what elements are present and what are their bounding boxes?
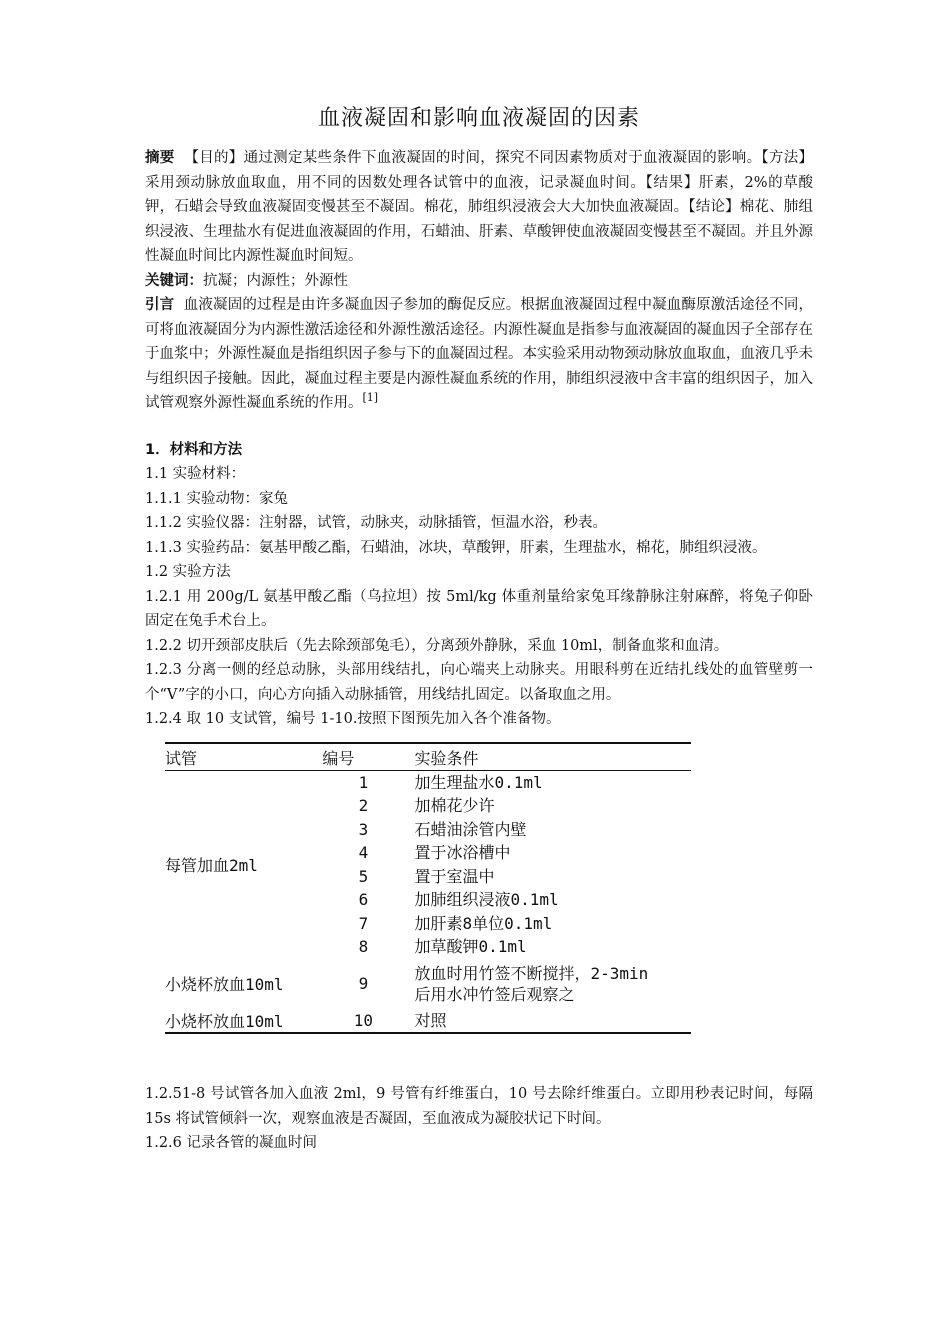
condition-line: 放血时用竹签不断搅拌，2-3min [414,963,649,983]
experiment-table-wrapper [165,742,691,1035]
method-line: 1.2.3 分离一侧的经总动脉，头部用线结扎，向心端夹上动脉夹。用眼科剪在近结扎线处的血管壁剪一个“V”字的小口，向心方向插入动脉插管，用线结扎固定。以备取血之用。 [145,662,813,703]
tube-condition: 石蜡油涂管内壁 [414,819,527,839]
tube-condition: 加棉花少许 [414,796,495,816]
method-line: 1.1.3 实验药品：氨基甲酸乙酯，石蜡油，冰块，草酸钾，肝素，生理盐水，棉花，肺组织浸液。 [145,539,767,556]
tube-number: 3 [358,819,369,839]
tube-number: 2 [358,796,369,816]
table-header-row [165,743,691,771]
abstract-label: 摘要 [145,150,175,166]
header-condition: 实验条件 [415,743,691,771]
header-number: 编号 [312,743,414,771]
method-line: 1.2.1 用 200g/L 氨基甲酸乙酯（乌拉坦）按 5ml/kg 体重剂量给家兔耳缘静脉注射麻醉，将兔子仰卧固定在兔手术台上。 [145,588,813,629]
tube-condition [415,959,691,1009]
keywords-label: 关键词： [145,272,203,289]
method-line: 1.1.2 实验仪器：注射器，试管，动脉夹，动脉插管，恒温水浴，秒表。 [145,515,608,531]
tube-number: 10 [312,1009,414,1034]
procedure-step: 1.2.51-8 号试管各加入血液 2ml，9 号管有纤维蛋白，10 号去除纤维蛋白。立即用秒表记时间，每隔 15s 将试管倾斜一次，观察血液是否凝固，至血液成为凝胶状记下时间。 [145,1086,813,1127]
keywords [145,269,813,294]
header-tube: 试管 [165,743,312,771]
tube-condition: 加肺组织浸液0.1ml [414,890,559,910]
tube-number: 6 [358,890,369,910]
tube-condition: 对照 [415,1009,691,1034]
method-line: 1.1 实验材料： [145,466,246,482]
method-line: 1.2.2 切开颈部皮肤后（先去除颈部兔毛），分离颈外静脉，采血 10ml，制备血浆和血清。 [145,637,729,654]
tube-condition: 加草酸钾0.1ml [414,937,527,957]
method-line: 1.2 实验方法 [145,564,231,580]
group-label: 每管加血2ml [165,856,258,875]
tube-number: 7 [358,913,369,933]
tube-number: 8 [358,937,369,957]
page-title: 血液凝固和影响血液凝固的因素 [317,106,640,131]
tube-label: 小烧杯放血10ml [165,975,284,994]
document-page [145,98,813,1156]
tube-condition: 置于冰浴槽中 [414,843,511,863]
table-row [165,959,691,1009]
tube-condition: 置于室温中 [414,866,495,886]
introduction [145,293,813,416]
tube-label: 小烧杯放血10ml [165,1009,312,1034]
condition-line: 后用水冲竹签后观察之 [414,984,575,1004]
procedure-step: 1.2.6 记录各管的凝血时间 [145,1135,318,1151]
tube-number: 1 [358,772,369,792]
intro-label: 引言 [145,297,175,313]
table-row [165,1009,691,1034]
tube-condition: 加生理盐水0.1ml [414,772,543,792]
abstract-text: 【目的】通过测定某些条件下血液凝固的时间，探究不同因素物质对于血液凝固的影响。【方法】采用颈动脉放血取血，用不同的因数处理各试管中的血液，记录凝血时间。【结果】肝素，2%的草酸钾，石蜡会导致血液凝固变慢甚至不凝固。棉花，肺组织浸液会大大加快血液凝固。【结论】棉花、肺组织浸液、生理盐水有促进血液凝固的作用，石蜡油、肝素、草酸钾使血液凝固变慢甚至不凝固。并且外源性凝血时间比内源性凝血时间短。 [145,150,814,264]
keywords-text: 抗凝；内源性；外源性 [203,272,348,289]
method-line: 1.2.4 取 10 支试管，编号 1-10.按照下图预先加入各个准备物。 [145,711,561,727]
intro-text: 血液凝固的过程是由许多凝血因子参加的酶促反应。根据血液凝固过程中凝血酶原激活途径不同，可将血液凝固分为内源性激活途径和外源性激活途径。内源性凝血是指参与血液凝固的凝血因子全部存在于血浆中；外源性凝血是指组织因子参与下的血凝固过程。本实验采用动物颈动脉放血取血，血液几乎未与组织因子接触。因此，凝血过程主要是内源性凝血系统的作用，肺组织浸液中含丰富的组织因子，加入试管观察外源性凝血系统的作用。 [145,297,814,411]
tube-condition: 加肝素8单位0.1ml [414,913,553,933]
experiment-table [165,742,691,1035]
section-heading: 1．材料和方法 [145,441,243,458]
table-row [165,770,691,794]
tube-number: 5 [358,866,369,886]
intro-reference: [1] [362,391,379,405]
method-line: 1.1.1 实验动物：家兔 [145,490,289,507]
abstract [145,146,813,269]
tube-number: 9 [358,974,369,993]
tube-number: 4 [358,843,369,863]
